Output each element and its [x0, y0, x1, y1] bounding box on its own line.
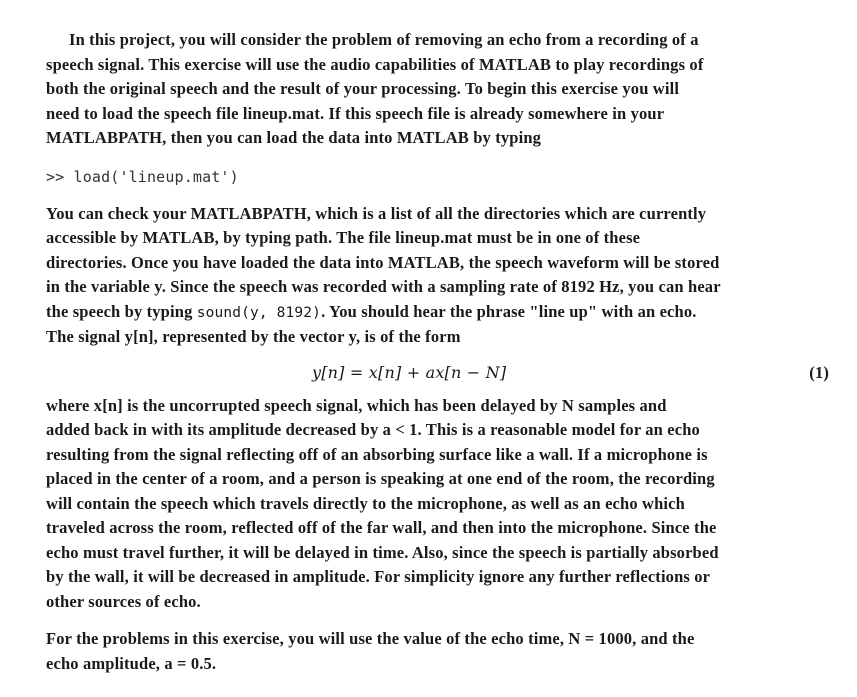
intro-paragraph: [46, 28, 829, 151]
sound-command-code: sound(y, 8192): [196, 304, 322, 321]
sound-intro-text: the speech by typing: [46, 301, 197, 321]
echo-equation-row: [46, 360, 829, 388]
para3-line: echo must travel further, it will be delayed in time. Also, since the speech is partially absorbed: [46, 542, 719, 562]
para2-line: directories. Once you have loaded the data into MATLAB, the speech waveform will be stored: [46, 252, 720, 272]
para3-line: other sources of echo.: [46, 591, 201, 611]
para3-line: added back in with its amplitude decreased by a < 1. This is a reasonable model for an echo: [46, 420, 700, 439]
para2-line: You can check your MATLABPATH, which is a list of all the directories which are currently: [46, 203, 707, 223]
sound-outro-text: . You should hear the phrase "line up" with an echo.: [321, 301, 697, 321]
intro-line: In this project, you will consider the problem of removing an echo from a recording of a: [69, 30, 699, 49]
para2-line: The signal y[n], represented by the vector y, is of the form: [46, 327, 461, 346]
para2-line: in the variable y. Since the speech was recorded with a sampling rate of 8192 Hz, you can hear: [46, 277, 721, 296]
matlab-load-command: >> load('lineup.mat'): [46, 167, 239, 186]
para3-line: resulting from the signal reflecting off of an absorbing surface like a wall. If a microphone is: [46, 444, 708, 464]
echo-model-paragraph: [46, 394, 829, 615]
parameters-paragraph: [46, 627, 829, 676]
para4-line: For the problems in this exercise, you will use the value of the echo time, N = 1000, and the: [46, 629, 695, 648]
para2-line-sound: [46, 300, 829, 326]
intro-line: speech signal. This exercise will use the audio capabilities of MATLAB to play recordings of: [46, 54, 704, 74]
intro-line: need to load the speech file lineup.mat. If this speech file is already somewhere in your: [46, 103, 665, 123]
equation-number: (1): [809, 362, 829, 382]
intro-line: both the original speech and the result of your processing. To begin this exercise you will: [46, 79, 680, 98]
para3-line: traveled across the room, reflected off of the far wall, and then into the microphone. Since the: [46, 518, 717, 537]
intro-line: MATLABPATH, then you can load the data into MATLAB by typing: [46, 128, 542, 147]
para2-line: accessible by MATLAB, by typing path. The file lineup.mat must be in one of these: [46, 228, 641, 247]
para3-line: where x[n] is the uncorrupted speech signal, which has been delayed by N samples and: [46, 395, 667, 415]
matlabpath-paragraph: [46, 202, 829, 350]
para4-line: echo amplitude, a = 0.5.: [46, 653, 217, 673]
echo-equation: y[n] = x[n] + ax[n − N]: [312, 362, 507, 382]
document-page: [46, 28, 829, 676]
para3-line: will contain the speech which travels directly to the microphone, as well as an echo which: [46, 493, 685, 513]
para3-line: by the wall, it will be decreased in amplitude. For simplicity ignore any further reflections or: [46, 567, 711, 586]
para3-line: placed in the center of a room, and a person is speaking at one end of the room, the recording: [46, 469, 715, 488]
